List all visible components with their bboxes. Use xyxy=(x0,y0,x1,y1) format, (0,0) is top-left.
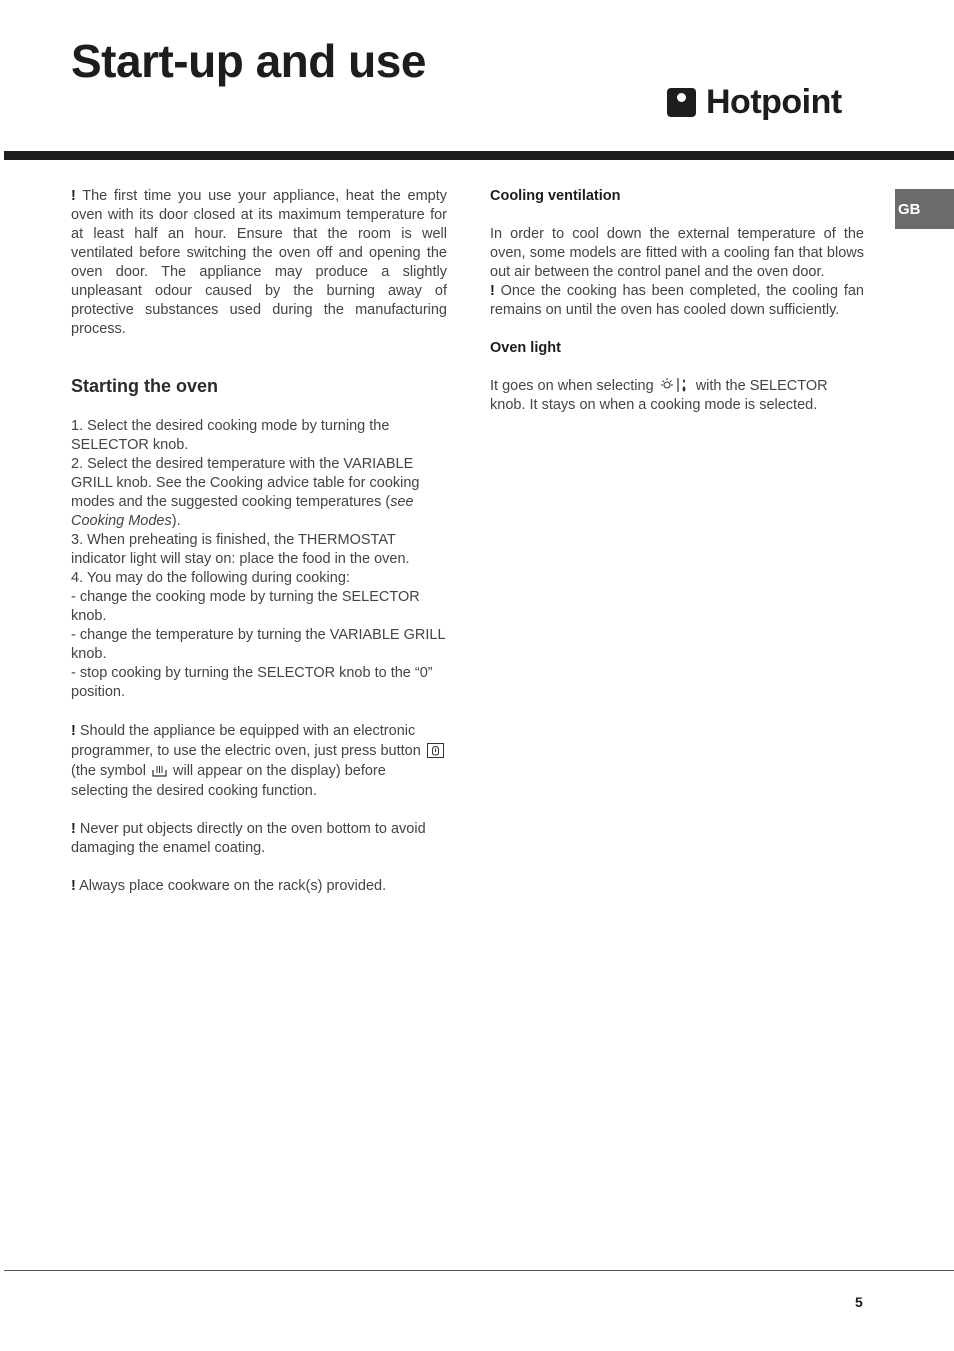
warning-mark: ! xyxy=(71,188,76,204)
programmer-note-text-a: Should the appliance be equipped with an electronic programmer, to use the electric oven, just press button xyxy=(71,723,425,759)
rack-note-text: Always place cookware on the rack(s) provided. xyxy=(75,878,387,894)
oven-light-heading: Oven light xyxy=(490,340,561,356)
enamel-note-text: Never put objects directly on the oven bottom to avoid damaging the enamel coating. xyxy=(71,821,426,856)
step-1: 1. Select the desired cooking mode by turning the SELECTOR knob. xyxy=(71,418,390,453)
warning-mark: ! xyxy=(71,723,76,739)
step-2 xyxy=(71,455,447,531)
warning-mark: ! xyxy=(71,821,76,837)
rack-note xyxy=(71,877,447,896)
oven-light-defrost-icon xyxy=(660,377,690,393)
step-2-text: 2. Select the desired temperature with the VARIABLE GRILL knob. See the Cooking advice table for cooking modes and the suggested cooking temperatures ( xyxy=(71,456,420,510)
enamel-note xyxy=(71,820,447,858)
during-cooking-item-2: - change the temperature by turning the VARIABLE GRILL knob. xyxy=(71,627,445,662)
oven-light-text-b: with the SELECTOR knob. It stays on when a cooking mode is selected. xyxy=(490,378,828,413)
step-4: 4. You may do the following during cooking: xyxy=(71,570,350,586)
page-title: Start-up and use xyxy=(71,35,426,87)
brand-logo xyxy=(667,84,842,124)
hotpoint-logo-icon xyxy=(667,88,696,117)
warning-mark: ! xyxy=(490,283,495,299)
step-3: 3. When preheating is finished, the THERMOSTAT indicator light will stay on: place the food in the oven. xyxy=(71,532,410,567)
programmer-note xyxy=(71,721,447,801)
manual-cooking-button-icon xyxy=(427,743,444,758)
warning-mark: ! xyxy=(71,878,76,894)
header-divider xyxy=(4,151,954,160)
cooling-note-text: Once the cooking has been completed, the cooling fan remains on until the oven has cooled down sufficiently. xyxy=(490,283,864,318)
oven-light-text-a: It goes on when selecting xyxy=(490,378,658,394)
intro-text: The first time you use your appliance, heat the empty oven with its door closed at its maximum temperature for at least half an hour. Ensure that the room is well ventilated before switching the oven off and opening the oven door. The appliance may produce a slightly unpleasant odour caused by the burning away of protective substances used during the manufacturing process. xyxy=(71,188,447,337)
during-cooking-item-1: - change the cooking mode by turning the SELECTOR knob. xyxy=(71,589,420,624)
step-2-end: ). xyxy=(171,513,181,529)
step-2-reference: see Cooking Modes xyxy=(71,494,414,529)
cooling-ventilation-heading: Cooling ventilation xyxy=(490,188,621,204)
starting-oven-heading: Starting the oven xyxy=(71,376,219,396)
left-column xyxy=(71,187,447,896)
brand-name: Hotpoint xyxy=(706,83,842,121)
page-number: 5 xyxy=(855,1294,863,1310)
during-cooking-item-3: - stop cooking by turning the SELECTOR knob to the “0” position. xyxy=(71,665,433,700)
language-tab-label: GB xyxy=(898,200,921,218)
intro-paragraph xyxy=(71,187,447,339)
language-tab xyxy=(895,189,954,229)
programmer-note-text-c: will appear on the display) before selecting the desired cooking function. xyxy=(71,763,386,799)
cooling-note xyxy=(490,282,864,320)
programmer-note-text-b: (the symbol xyxy=(71,763,150,779)
cooking-pot-symbol-icon xyxy=(152,765,167,778)
footer-divider xyxy=(4,1270,954,1271)
right-column xyxy=(490,187,864,415)
cooling-paragraph: In order to cool down the external temperature of the oven, some models are fitted with a cooling fan that blows out air between the control panel and the oven door. xyxy=(490,226,864,280)
oven-light-paragraph xyxy=(490,377,864,415)
